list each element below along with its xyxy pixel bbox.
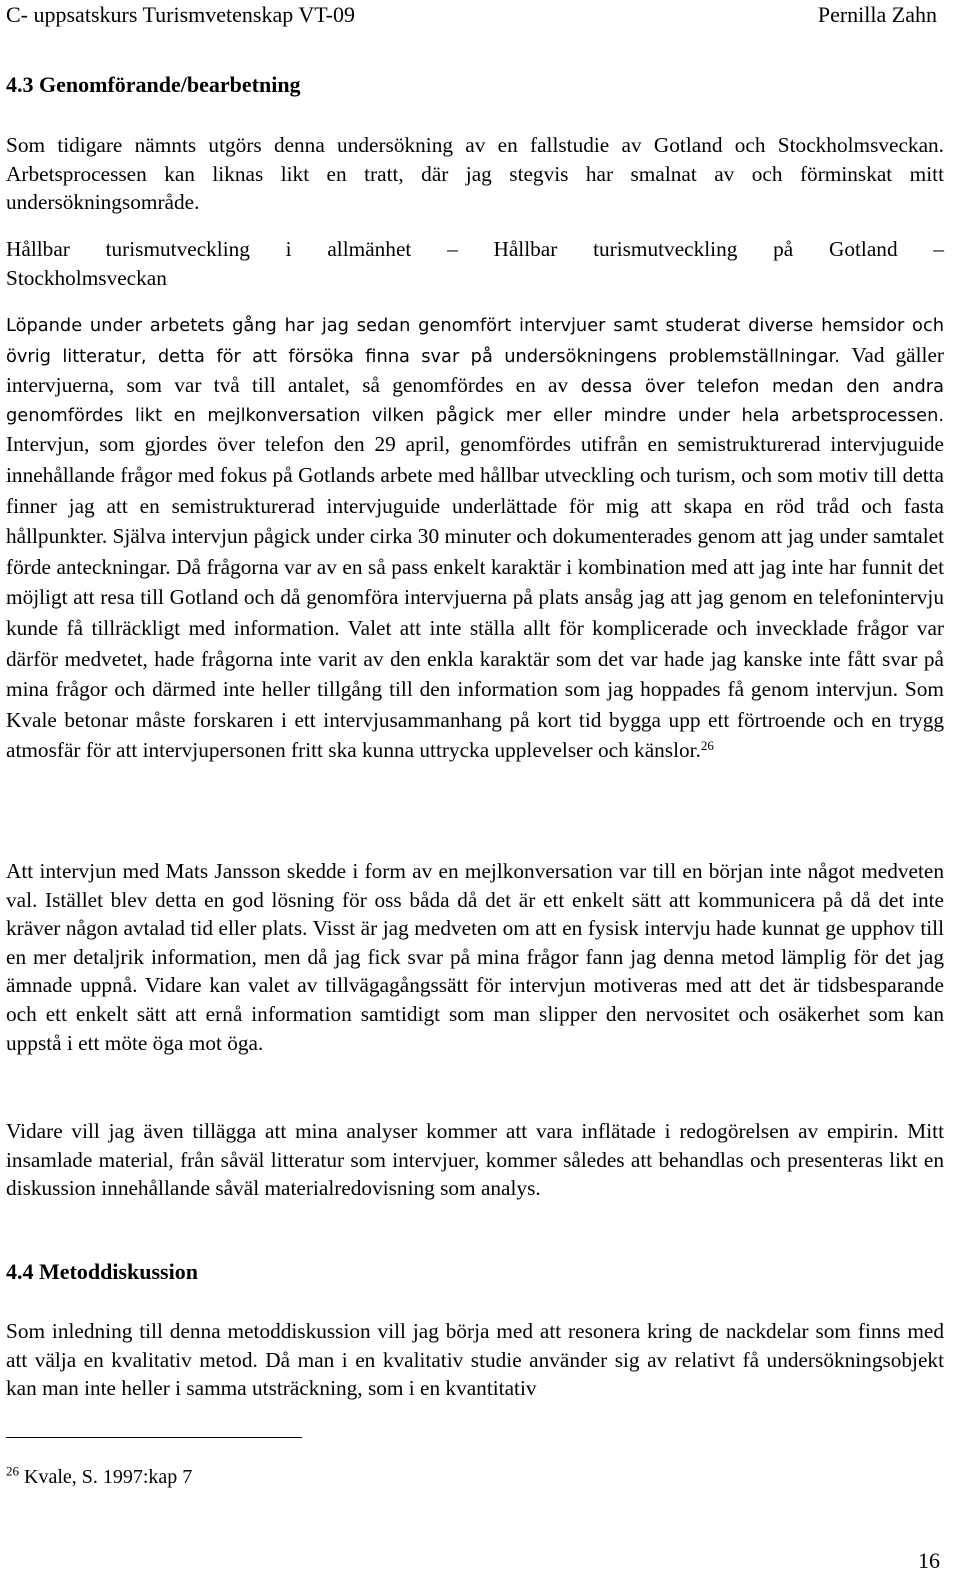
page-number: 16 <box>918 1548 940 1573</box>
paragraph-interviews-text <box>6 312 944 767</box>
footnote-reference: 26 <box>700 738 714 754</box>
paragraph-interviews <box>6 312 944 767</box>
paragraph-email-interview: Att intervjun med Mats Jansson skedde i form av en mejlkonversation var till en början inte något medveten val. Istället blev detta en god lösning för oss båda då det är ett enkelt sätt att kommunicera på då det inte kräver någon avtalad tid eller plats. Visst är jag medveten om att en fysisk intervju hade kunnat ge upphov till en mer detaljrik information, men då jag fick svar på mina frågor fann jag denna metod lämplig för det jag ämnade uppnå. Vidare kan valet av tillvägagångssätt för intervjun motiveras med att det är tidsbesparande och ett enkelt sätt att ernå information samtidigt som man slipper den nervositet och osäkerhet som kan uppstå i ett möte öga mot öga. <box>6 859 944 1055</box>
paragraph-intro: Som tidigare nämnts utgörs denna undersökning av en fallstudie av Gotland och Stockholmsveckan. Arbetsprocessen kan liknas likt en tratt, där jag stegvis har smalnat av och förminskat mitt undersökningsområde. <box>6 133 944 215</box>
section-heading-4-3: 4.3 Genomförande/bearbetning <box>6 72 301 97</box>
footnote <box>6 1463 193 1489</box>
interviews-sans-part-1: Löpande under arbetets gång har jag sedan genomfört intervjuer samt studerat diverse hemsidor och övrig litteratur, detta för att försöka finna svar på undersökningens problemställningar. <box>6 315 944 367</box>
running-header-left: C- uppsatskurs Turismvetenskap VT-09 <box>6 2 355 27</box>
running-header-right: Pernilla Zahn <box>817 2 937 27</box>
section-heading-4-4: 4.4 Metoddiskussion <box>6 1259 198 1284</box>
funnel-line-1: Hållbar turismutveckling i allmänhet – Hållbar turismutveckling på Gotland – <box>6 237 944 261</box>
interviews-sans-part-2: dessa över telefon medan den andra genomfördes likt en mejlkonversation vilken pågick mer eller mindre under hela arbetsprocessen. <box>6 376 944 426</box>
paragraph-method-discussion: Som inledning till denna metoddiskussion vill jag börja med att resonera kring de nackdelar som finns med att välja en kvalitativ metod. Då man i en kvalitativ studie använder sig av relativt få undersökningsobjekt kan man inte heller i samma utsträckning, som i en kvantitativ <box>6 1319 944 1401</box>
interviews-serif-part-2: Intervjun, som gjordes över telefon den 29 april, genomfördes utifrån en semistrukturerad intervjuguide innehållande frågor med fokus på Gotlands arbete med hållbar utveckling och turism, och som motiv till detta finner jag att en semistrukturerad intervjuguide underlättade för mig att skapa en röd tråd och fasta hållpunkter. Själva intervjun pågick under cirka 30 minuter och dokumenterades genom att jag under samtalet förde anteckningar. Då frågorna var av en så pass enkelt karaktär i kombination med att jag inte har funnit det möjligt att resa till Gotland och då genomföra intervjuerna på plats ansåg jag att jag genom en telefonintervju kunde få tillräckligt med information. Valet att inte ställa allt för komplicerade och invecklade frågor var därför medvetet, hade frågorna inte varit av den enkla karaktär som det var hade jag kanske inte fått svar på mina frågor och därmed inte heller tillgång till den information som jag hoppades få genom intervjun. Som Kvale betonar måste forskaren i ett intervjusammanhang på kort tid bygga upp ett förtroende och en trygg atmosfär för att intervjupersonen fritt ska kunna uttrycka upplevelser och känslor. <box>6 432 944 763</box>
paragraph-analysis: Vidare vill jag även tillägga att mina analyser kommer att vara inflätade i redogörelsen av empirin. Mitt insamlade material, från såväl litteratur som intervjuer, kommer således att behandlas och presenteras likt en diskussion innehållande såväl materialredovisning som analys. <box>6 1119 944 1201</box>
footnote-number: 26 <box>6 1463 19 1479</box>
interviews-serif-part-1: Vad gäller intervjuerna, som var två till antalet, så genomfördes en av <box>6 342 945 398</box>
footnote-divider <box>6 1437 302 1438</box>
funnel-description <box>6 235 944 292</box>
footnote-text: Kvale, S. 1997:kap 7 <box>24 1466 193 1488</box>
funnel-line-2: Stockholmsveckan <box>6 265 167 290</box>
